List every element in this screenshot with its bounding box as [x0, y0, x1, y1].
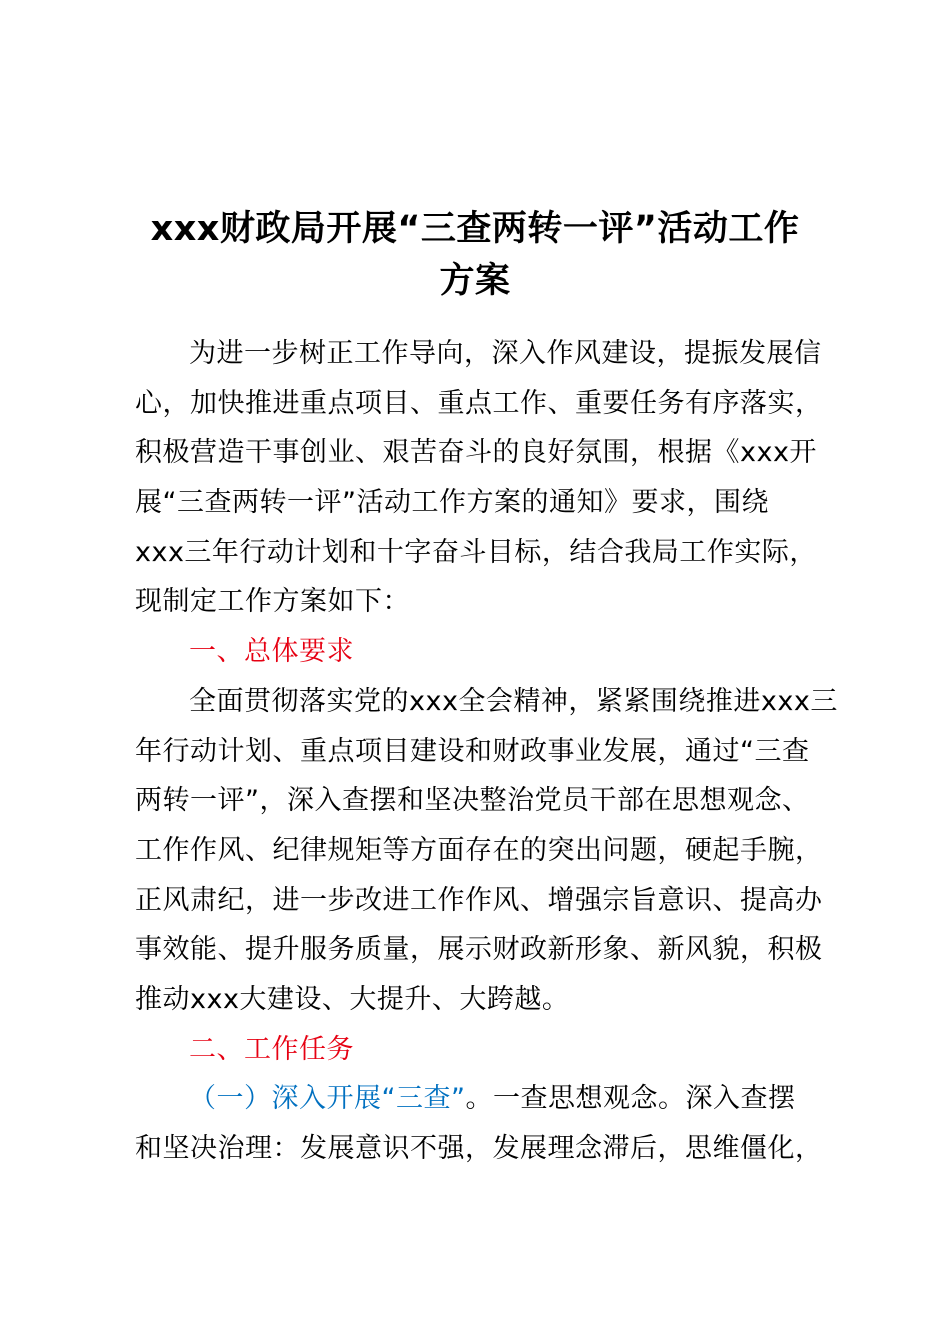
subsection-heading-three-checks: （一）深入开展“三查” [189, 1083, 466, 1115]
title-line-2: 方案 [439, 261, 511, 301]
section1-line: 事效能、提升服务质量，展示财政新形象、新风貌，积极 [135, 934, 823, 966]
document-body [135, 329, 855, 1174]
intro-line: 积极营造干事创业、艰苦奋斗的良好氛围，根据《xxx开 [135, 437, 817, 469]
intro-line: 展“三查两转一评”活动工作方案的通知》要求，围绕 [135, 487, 769, 519]
intro-line: 为进一步树正工作导向，深入作风建设，提振发展信 [189, 338, 822, 369]
section1-line: 正风肃纪，进一步改进工作作风、增强宗旨意识、提高办 [135, 884, 823, 916]
title-line-1: xxx财政局开展“三查两转一评”活动工作 [150, 209, 800, 249]
section-heading-overall-requirements: 一、总体要求 [189, 636, 354, 668]
section1-line: 年行动计划、重点项目建设和财政事业发展，通过“三查 [135, 735, 810, 767]
subsection1-first-line [135, 1074, 855, 1124]
subsection1-first-line-text: 。一查思想观念。深入查摆 [465, 1083, 796, 1115]
subsection1-line: 和坚决治理：发展意识不强，发展理念滞后，思维僵化， [135, 1133, 823, 1164]
section1-line: 工作作风、纪律规矩等方面存在的突出问题，硬起手腕， [135, 834, 823, 866]
section1-line: 推动xxx大建设、大提升、大跨越。 [135, 983, 570, 1015]
section1-line: 两转一评”，深入查摆和坚决整治党员干部在思想观念、 [135, 785, 810, 817]
document-title [100, 203, 850, 307]
intro-line: 心，加快推进重点项目、重点工作、重要任务有序落实， [135, 387, 823, 419]
intro-line: 现制定工作方案如下： [135, 586, 410, 618]
section-heading-work-tasks: 二、工作任务 [189, 1033, 354, 1065]
intro-line: xxx三年行动计划和十字奋斗目标，结合我局工作实际， [135, 536, 817, 568]
section1-line: 全面贯彻落实党的xxx全会精神，紧紧围绕推进xxx三 [189, 685, 838, 717]
